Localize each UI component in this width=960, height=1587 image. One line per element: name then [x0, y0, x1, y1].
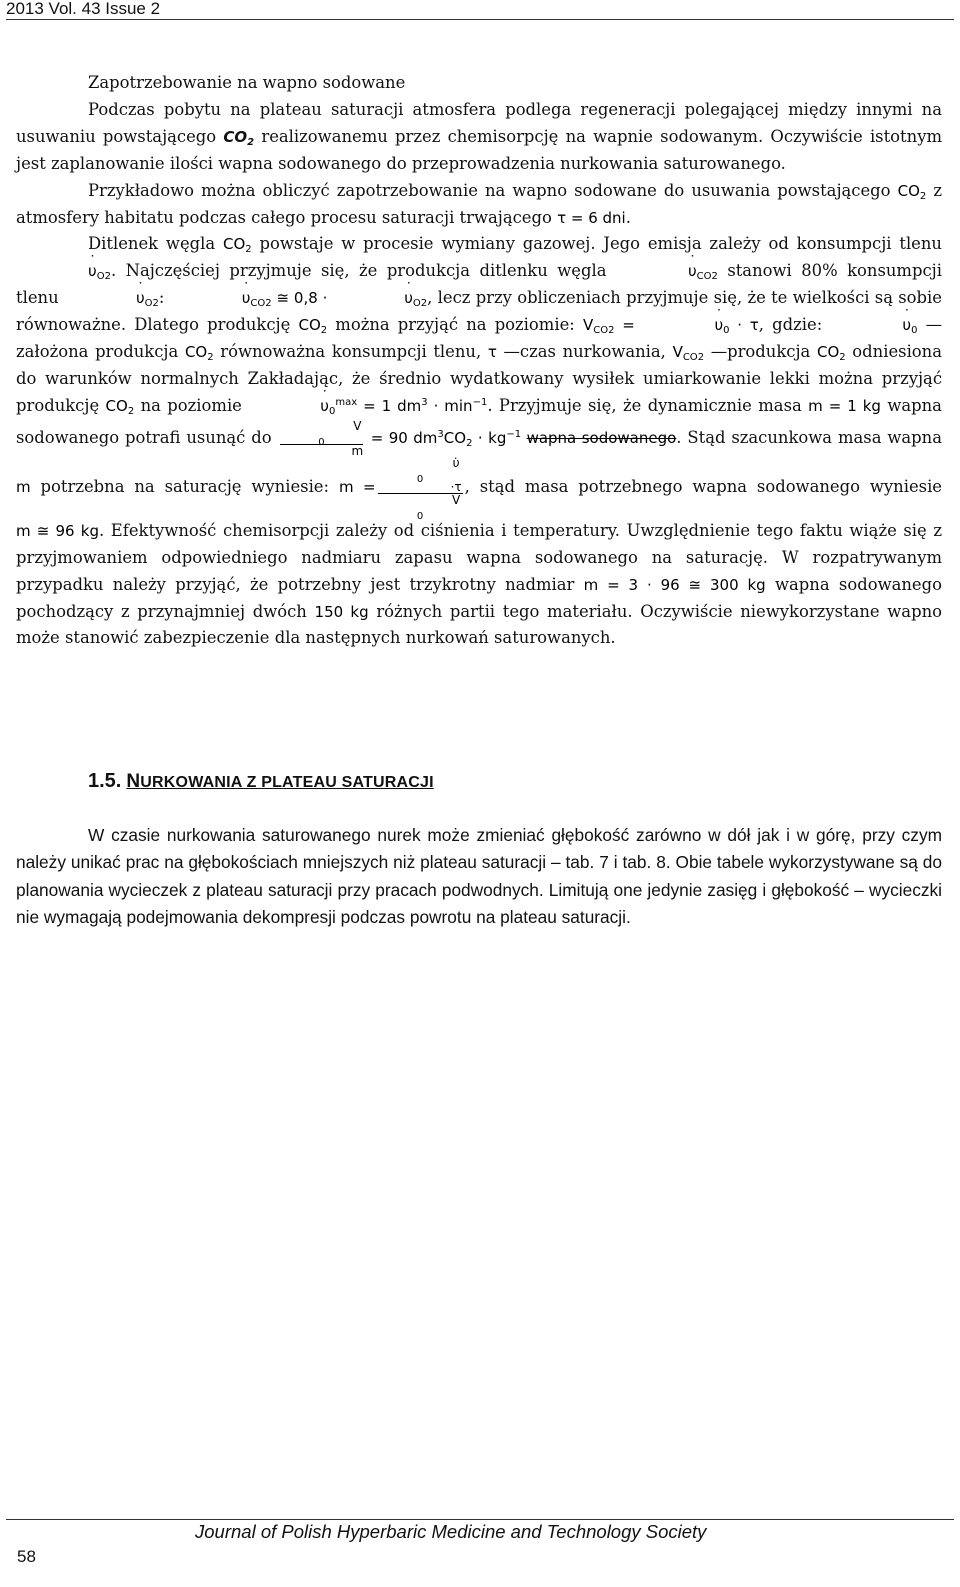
paragraph-3: Ditlenek węgla $CO_2$ powstaje w procesie wymiany gazowej. Jego emisja zależy od konsumpcji tlenu υ $˙_{O2}$. Najczęściej przyjmuje się, że produkcja ditlenku węgla υ $˙_{CO2}$ stanowi 80% konsumpcji tlenu υ $˙_{O2}$: υ $˙_{CO2}$ ≅ 0,8 · υ $˙_{O2}$, lecz przy obliczeniach przyjmuje się, że te wielkości są sobie równoważne. Dlatego produkcję $CO_2$ można przyjąć na poziomie: $V_{CO2} = \upsilon$ $˙_0 \cdot \tau$, gdzie: υ $˙_0$ —założona produkcja $CO_2$ równoważna konsumpcji tlenu, τ —czas nurkowania, $V_{CO2}$ —produkcja $CO_2$ odniesiona do warunków normalnych Zakładając, że średnio wydatkowany wysiłek umiarkowanie lekki można przyjąć produkcję $CO_2$ na poziomie υ $˙_0^{max} = 1$ $dm^3 \cdot \min^{-1}$. Przyjmuje się, że dynamicznie masa m = 1 kg wapna sodowanego potrafi usunąć do V $_0$ m = 90 $dm^3CO_2 \cdot kg^{-1}$ wapna sodowanego. Stąd szacunkowa masa wapna m potrzebna na saturację wyniesie: m = υ̇ $_0$ ·τ V $_0$ , stąd masa potrzebnego wapna sodowanego wyniesie m ≅ 96 kg. Efektywność chemisorpcji zależy od ciśnienia i temperatury. Uwzględnienie tego faktu wiąże się z przyjmowaniem odpowiedniego nadmiaru zapasu wapna sodowanego na saturację. W rozpatrywanym przypadku należy przyjąć, że potrzebny jest trzykrotny nadmiar m = 3 · 96 ≅ 300 kg wapna sodowanego pochodzący z przynajmniej dwóch 150 kg różnych partii tego materiału. Oczywiście niewykorzystane wapno może stanowić zabezpieczenie dla następnych nurkowań saturowanych.: [16, 231, 942, 652]
journal-name: Journal of Polish Hyperbaric Medicine and Technology Society: [195, 1521, 707, 1542]
article-body: [16, 70, 942, 652]
formula-vco2: υ $˙_{CO2}$: [616, 262, 718, 280]
section-paragraph: W czasie nurkowania saturowanego nurek może zmieniać głębokość zarówno w dół jak i w górę, przy czym należy unikać prac na głębokościach mniejszych niż plateau saturacji – tab. 7 i tab. 8. Obie tabele wykorzystywane są do planowania wycieczek z plateau saturacji przy pracach podwodnych. Limitują one jedynie zasięg i głębokość – wycieczki nie wymagają podejmowania dekompresji podczas powrotu na plateau saturacji.: [16, 825, 942, 927]
formula-vco2-approx: υ $˙_{CO2}$ ≅ 0,8 · υ $˙_{O2}$: [170, 289, 427, 307]
formula-co2: $CO_2$: [223, 127, 255, 148]
formula-m-fraction: m = υ̇ $_0$ ·τ V $_0$: [338, 455, 462, 522]
formula-m-1kg: m = 1 kg: [808, 396, 881, 415]
formula-v0: υ $˙_0$: [830, 316, 917, 334]
formula-tau-6-days: τ = 6 dni: [557, 208, 626, 227]
formula-v0-max: υ $˙_0^{max} = 1$ $dm^3 \cdot \min^{-1}$: [248, 397, 487, 415]
formula-tau: τ: [487, 343, 497, 362]
subsection-heading: Zapotrzebowanie na wapno sodowane: [88, 73, 406, 92]
section-heading: 1.5. NURKOWANIA Z PLATEAU SATURACJI: [88, 770, 434, 792]
formula-vco2-product: $V_{CO2} = \upsilon$ $˙_0 \cdot \tau$: [583, 316, 759, 334]
formula-co2: $CO_2$: [222, 235, 252, 256]
formula-co2: $CO_2$: [897, 181, 927, 202]
formula-m-96kg: m ≅ 96 kg: [16, 521, 99, 540]
formula-150kg: 150 kg: [314, 602, 369, 621]
paragraph-1: Podczas pobytu na plateau saturacji atmosfera podlega regeneracji polegającej między innymi na usuwaniu powstającego $CO_2$ realizowanemu przez chemisorpcję na wapnie sodowanym. Oczywiście istotnym jest zaplanowanie ilości wapna sodowanego do przeprowadzenia nurkowania saturowanego.: [16, 99, 942, 173]
section-body: [16, 822, 942, 931]
formula-vo2: υ $˙_{O2}$: [16, 262, 111, 280]
page-number: 58: [17, 1547, 36, 1566]
issue-label: 2013 Vol. 43 Issue 2: [6, 0, 161, 18]
footer-rule: [6, 1519, 954, 1520]
paragraph-2: Przykładowo można obliczyć zapotrzebowanie na wapno sodowane do usuwania powstającego $CO_2$ z atmosfery habitatu podczas całego procesu saturacji trwającego τ = 6 dni.: [16, 180, 943, 227]
formula-co2: $CO_2$: [184, 343, 214, 364]
formula-Vco2: $V_{CO2}$: [672, 343, 705, 364]
formula-m-300kg: m = 3 · 96 ≅ 300 kg: [583, 575, 766, 594]
formula-m: m: [16, 477, 31, 496]
formula-co2: $CO_2$: [816, 343, 846, 364]
header-rule: [6, 19, 954, 20]
formula-v0-over-m: V $_0$ m = 90 $dm^3CO_2 \cdot kg^{-1}$ wapna sodowanego: [278, 429, 677, 447]
formula-co2: $CO_2$: [298, 316, 328, 337]
formula-co2: $CO_2$: [105, 396, 135, 417]
formula-vo2: υ $˙_{O2}$: [64, 289, 159, 307]
